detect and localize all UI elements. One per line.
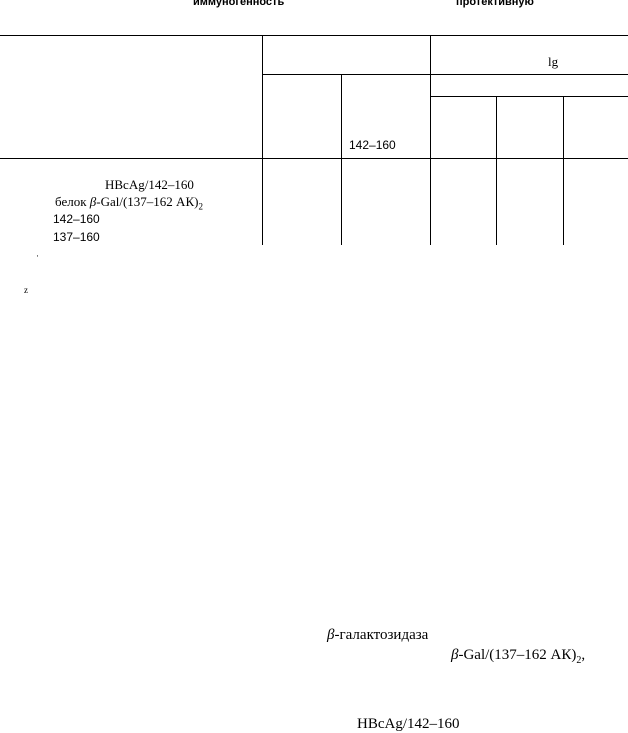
- table-top-rule: [0, 35, 628, 36]
- table-sub-rule-2: [430, 96, 628, 97]
- row-2-prefix: белок: [55, 194, 90, 209]
- body-line1-beta: β: [327, 627, 335, 643]
- table-sub-rule-1: [262, 74, 628, 75]
- header-protective: протективную: [456, 0, 534, 8]
- row-4-name: 137–160: [53, 230, 100, 244]
- note-dot: ·: [36, 251, 39, 261]
- body-line2-beta: β: [451, 647, 459, 663]
- header-immunogenicity: иммуногенность: [193, 0, 285, 8]
- column-header-lg: lg: [548, 54, 559, 69]
- row-2-beta: β: [89, 194, 97, 209]
- table-row-2: [55, 194, 203, 212]
- row-1-name: HBcAg/142–160: [105, 177, 194, 192]
- table-header-bottom-rule: [0, 158, 628, 159]
- body-line2-text: -Gal/(137–162 АК): [458, 647, 577, 663]
- body-line1-text: -галактозидаза: [334, 627, 429, 643]
- body-line-hbcag: HBcAg/142–160: [357, 716, 460, 732]
- table-col-divider-1: [262, 35, 263, 245]
- row-2-name: -Gal/(137–162 АК): [96, 194, 199, 209]
- table-col-divider-2: [341, 74, 342, 245]
- note-z: z: [24, 285, 28, 295]
- row-2-sub: 2: [198, 201, 203, 212]
- body-line2-comma: ,: [581, 647, 586, 663]
- body-line-galactosidase: [327, 627, 428, 644]
- table-col-divider-5: [563, 96, 564, 245]
- table-row-4: [53, 230, 100, 244]
- table-row-3: [53, 212, 100, 226]
- body-line-beta-gal: [451, 647, 585, 666]
- body-line2-sub: 2: [576, 655, 582, 666]
- table-row-1: [105, 177, 194, 193]
- table-col-divider-3: [430, 35, 431, 245]
- column-header-peptide: 142–160: [349, 138, 396, 152]
- row-3-name: 142–160: [53, 212, 100, 226]
- table-col-divider-4: [496, 96, 497, 245]
